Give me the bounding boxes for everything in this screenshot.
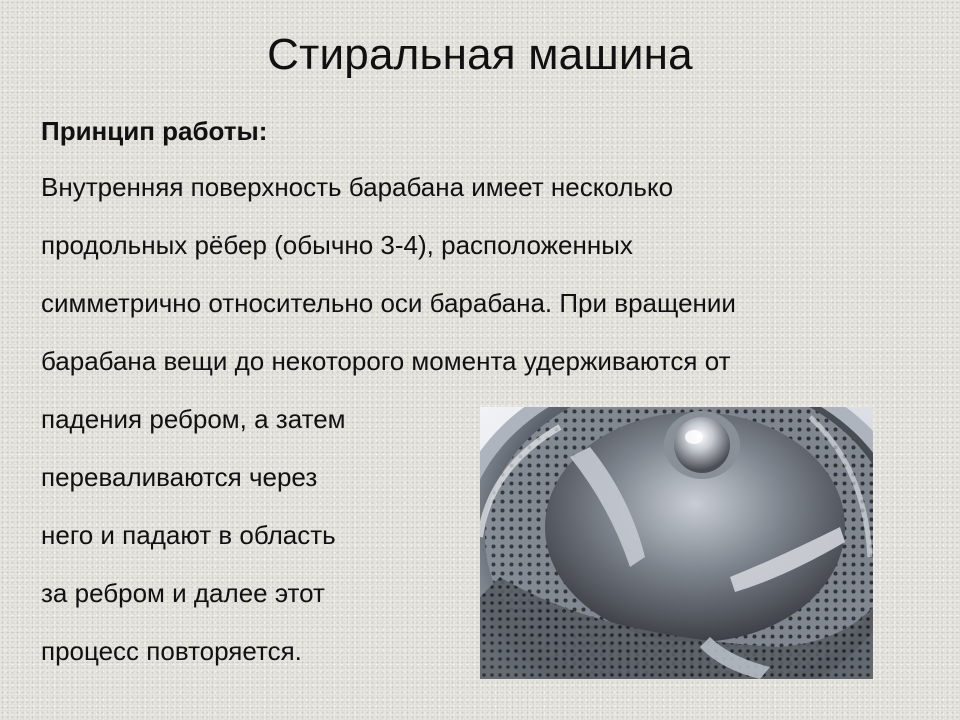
body-line-9: процесс повторяется. xyxy=(41,636,302,666)
body-line-4: барабана вещи до некоторого момента удерживаются от xyxy=(41,346,731,376)
body-line-2: продольных рёбер (обычно 3-4), расположенных xyxy=(41,230,633,260)
principle-heading: Принцип работы: xyxy=(41,116,268,146)
slide-title: Стиральная машина xyxy=(267,30,693,79)
body-line-6: переваливаются через xyxy=(41,462,318,492)
body-line-5: падения ребром, а затем xyxy=(41,404,346,434)
body-line-7: него и падают в область xyxy=(41,520,336,550)
body-line-8: за ребром и далее этот xyxy=(41,578,325,608)
washing-machine-drum-image xyxy=(480,407,873,679)
body-line-3: симметрично относительно оси барабана. При вращении xyxy=(41,288,736,318)
body-line-1: Внутренняя поверхность барабана имеет несколько xyxy=(41,172,674,202)
